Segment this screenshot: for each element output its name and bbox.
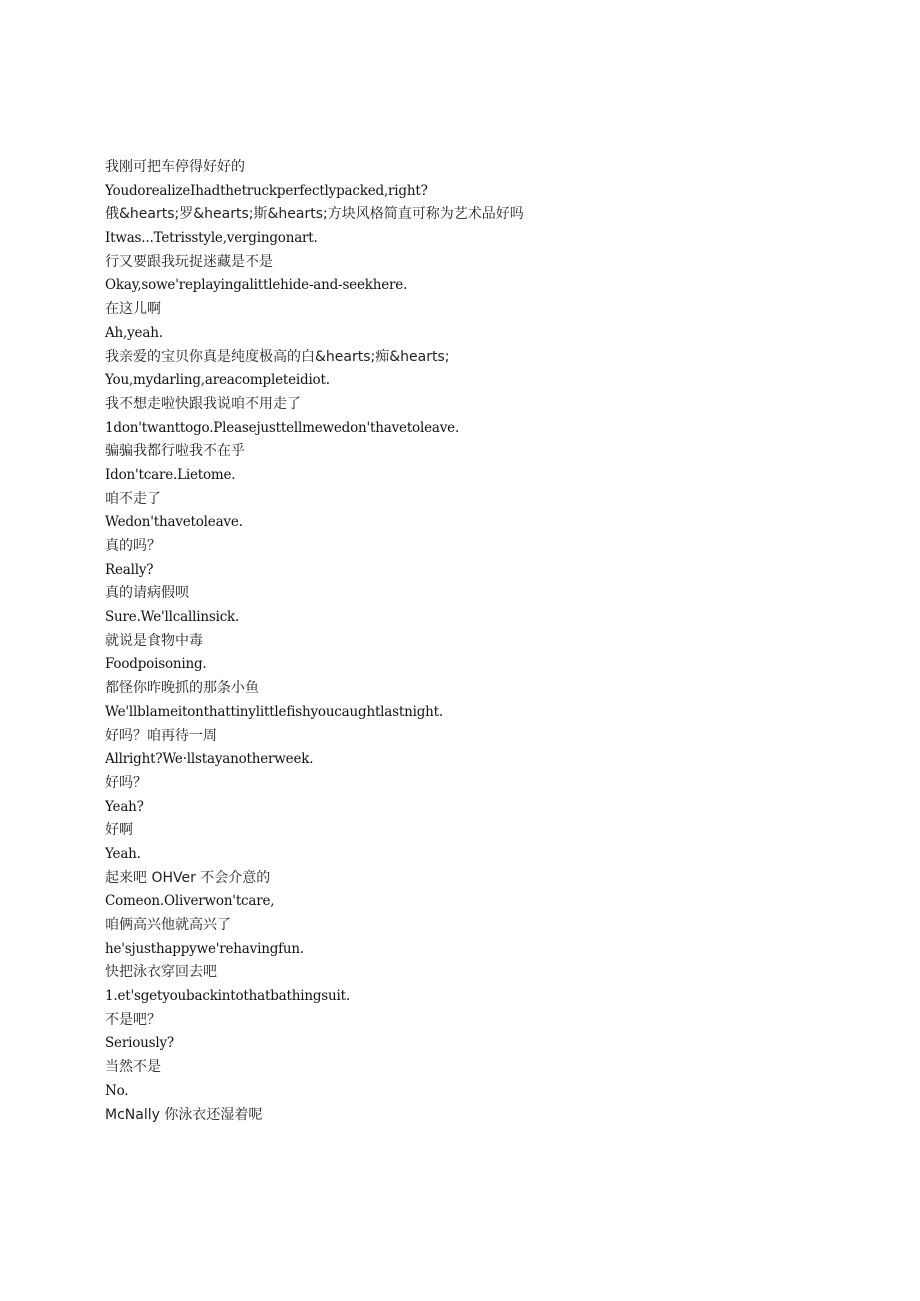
chinese-subtitle-line: 都怪你昨晚抓的那条小鱼 [105, 680, 259, 697]
chinese-subtitle-line: 真的吗？ [105, 538, 161, 554]
english-subtitle-line: 1don'twanttogo.Pleasejusttellmewedon'thavetoleave. [105, 419, 460, 436]
chinese-subtitle-line: 不是吧？ [105, 1011, 161, 1028]
chinese-subtitle-line: 咱俩高兴他就高兴了 [105, 917, 231, 933]
chinese-subtitle-line: 我不想走啦快跟我说咱不用走了 [105, 395, 301, 412]
chinese-subtitle-line: 我刚可把车停得好好的 [105, 159, 245, 175]
chinese-subtitle-line: 快把泳衣穿回去吧 [105, 964, 217, 981]
english-subtitle-line: Sure.We'llcallinsick. [105, 609, 240, 626]
chinese-subtitle-line: 当然不是 [105, 1059, 161, 1076]
english-subtitle-line: Okay,sowe'replayingalittlehide-and-seekhere. [105, 277, 408, 294]
english-subtitle-line: No. [105, 1082, 129, 1099]
chinese-subtitle-line: 好啊 [105, 822, 133, 839]
english-subtitle-line: Yeah. [105, 845, 141, 862]
english-subtitle-line: You,mydarling,areacompleteidiot. [105, 372, 330, 389]
english-subtitle-line: 1.et'sgetyoubackintothatbathingsuit. [105, 988, 350, 1005]
english-subtitle-line: YoudorealizeIhadthetruckperfectlypacked,right? [105, 182, 428, 199]
chinese-subtitle-line: 俄&hearts;罗&hearts;斯&hearts;方块风格简直可称为艺术品好吗 [105, 206, 524, 223]
chinese-subtitle-line: 在这儿啊 [105, 301, 161, 318]
english-subtitle-line: We'llblameitonthattinylittlefishyoucaughtlastnight. [105, 703, 443, 720]
english-subtitle-line: Comeon.Oliverwon'tcare, [105, 893, 275, 910]
chinese-subtitle-line: 起来吧 OHVer 不会介意的 [105, 869, 271, 886]
english-subtitle-line: he'sjusthappywe'rehavingfun. [105, 940, 305, 957]
english-subtitle-line: Seriously? [105, 1035, 174, 1052]
chinese-subtitle-line: 好吗？咱再待一周 [105, 727, 217, 744]
english-subtitle-line: Idon'tcare.Lietome. [105, 466, 236, 483]
chinese-subtitle-line: 我亲爱的宝贝你真是纯度极高的白&hearts;痴&hearts; [105, 348, 450, 365]
chinese-subtitle-line: 骗骗我都行啦我不在乎 [105, 443, 245, 460]
chinese-subtitle-line: 真的请病假呗 [105, 585, 189, 602]
chinese-subtitle-line: 咱不走了 [105, 490, 161, 507]
english-subtitle-line: Itwas...Tetrisstyle,vergingonart. [105, 230, 318, 247]
chinese-subtitle-line: 行又要跟我玩捉迷藏是不是 [105, 253, 273, 270]
english-subtitle-line: Allright?We·llstayanotherweek. [105, 751, 314, 768]
chinese-subtitle-line: 就说是食物中毒 [105, 632, 203, 649]
english-subtitle-line: Foodpoisoning. [105, 656, 207, 673]
english-subtitle-line: Ah,yeah. [105, 324, 163, 341]
chinese-subtitle-line: 好吗？ [105, 774, 147, 791]
subtitle-text-list [105, 156, 865, 1127]
english-subtitle-line: Wedon'thavetoleave. [105, 514, 243, 531]
english-subtitle-line: Yeah? [105, 798, 144, 815]
english-subtitle-line: Really? [105, 561, 154, 578]
chinese-subtitle-line: McNally 你泳衣还湿着呢 [105, 1106, 263, 1123]
